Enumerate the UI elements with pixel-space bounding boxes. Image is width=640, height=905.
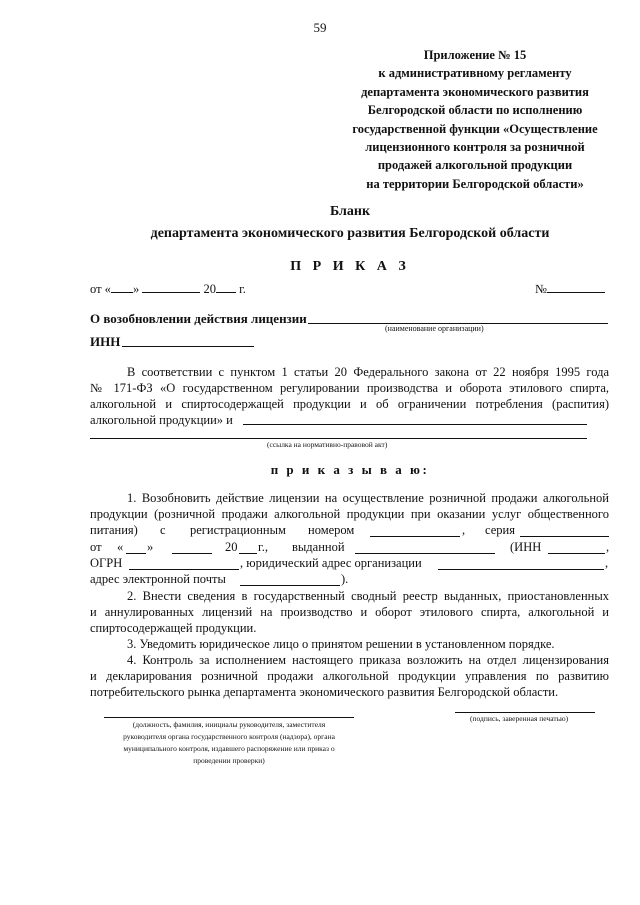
official-signature-line[interactable]: [104, 717, 354, 718]
ogrn-field[interactable]: [129, 569, 239, 570]
official-hint: [104, 719, 354, 767]
issue-year-field[interactable]: [239, 553, 257, 554]
item1-word: номером: [308, 523, 355, 537]
legal-act-field-2[interactable]: [90, 438, 587, 439]
item1-word: ).: [341, 572, 349, 586]
inn-field-2[interactable]: [548, 553, 605, 554]
item1-word: ,: [606, 540, 610, 554]
item1-word: ,: [605, 556, 609, 570]
inn-label: ИНН: [90, 334, 121, 349]
item1-word: «: [117, 540, 124, 554]
department-title: департамента экономического развития Белгородской области: [150, 226, 550, 241]
item1-word: от: [90, 540, 102, 554]
stamp-signature-line[interactable]: [455, 712, 595, 713]
official-hint-line: проведении проверки): [193, 756, 265, 765]
date-prefix: от «: [90, 282, 111, 296]
year-suffix: г.: [239, 282, 246, 296]
issue-month-field[interactable]: [172, 553, 212, 554]
signature-hint: (подпись, заверенная печатью): [470, 714, 569, 723]
appendix-line: департамента экономического развития: [361, 84, 589, 99]
appendix-line: лицензионного контроля за розничной: [365, 140, 585, 155]
issue-day-field[interactable]: [126, 553, 146, 554]
number-field[interactable]: [547, 280, 605, 293]
subject-line: [90, 311, 307, 327]
item1-word: ОГРН: [90, 556, 123, 570]
item2-line: спиртосодержащей продукции.: [90, 621, 257, 635]
item1-word: , юридический адрес организации: [240, 556, 422, 570]
appendix-line: на территории Белгородской области»: [366, 176, 584, 191]
item2-line: и аннулированных лицензий на производство и оборот этилового спирта, алкогольной и: [90, 605, 609, 619]
item1-word: с: [160, 523, 166, 537]
number-label: №: [535, 282, 547, 296]
year-prefix: 20: [203, 282, 216, 296]
item1-word: »: [147, 540, 154, 554]
item1-word: 20: [225, 540, 238, 554]
item1-word: питания): [90, 523, 138, 537]
official-hint-line: руководителя органа государственного контроля (надзора), органа: [123, 732, 335, 741]
item1-word: серия: [485, 523, 515, 537]
series-field[interactable]: [520, 536, 609, 537]
organization-hint: (наименование организации): [385, 324, 484, 333]
item4-line: потребительского рынка департамента экономического развития Белгородской области.: [90, 685, 559, 699]
preamble-line: № 171-ФЗ «О государственном регулировании производства и оборота этилового спирта,: [90, 381, 609, 395]
issued-by-field[interactable]: [355, 553, 495, 554]
appendix-line: Белгородской области по исполнению: [367, 103, 583, 118]
item1-line: продукции (розничной продажи алкогольной продукции при оказании услуг общественного: [90, 507, 609, 521]
registration-number-field[interactable]: [370, 536, 460, 537]
preamble-line: В соответствии с пунктом 1 статьи 20 Федерального закона от 22 ноября 1995 года: [127, 365, 609, 379]
legal-act-field-1[interactable]: [243, 424, 587, 425]
order-word: п р и к а з ы в а ю:: [270, 462, 430, 477]
document-type-title: П Р И К А З: [290, 259, 410, 274]
month-field[interactable]: [142, 280, 200, 293]
appendix-block: [340, 46, 610, 193]
subject-label: О возобновлении действия лицензии: [90, 311, 307, 326]
day-field[interactable]: [111, 280, 133, 293]
item1-word: г.,: [258, 540, 268, 554]
item1-word: адрес электронной почты: [90, 572, 226, 586]
appendix-line: государственной функции «Осуществление: [352, 121, 598, 136]
legal-act-hint: (ссылка на нормативно-правовой акт): [267, 440, 388, 449]
inn-field[interactable]: [122, 346, 254, 347]
number-line: [535, 280, 605, 297]
item1-word: ,: [462, 523, 466, 537]
appendix-line: к административному регламенту: [378, 66, 572, 81]
year-field[interactable]: [216, 280, 236, 293]
item4-line: и декларирования розничной продажи алкогольной продукции управления по развитию: [90, 669, 609, 683]
official-hint-line: (должность, фамилия, инициалы руководителя, заместителя: [132, 720, 326, 729]
item1-word: выданной: [292, 540, 345, 554]
date-line: [90, 280, 246, 297]
date-quote-close: »: [132, 282, 140, 296]
page-number: 59: [313, 20, 327, 35]
legal-address-field[interactable]: [438, 569, 604, 570]
item3-line: 3. Уведомить юридическое лицо о принятом решении в установленном порядке.: [127, 637, 555, 651]
appendix-line: продажей алкогольной продукции: [377, 158, 573, 173]
blank-title: Бланк: [329, 204, 371, 219]
preamble-line: алкогольной и спиртосодержащей продукции и об ограничении потребления (распития): [90, 397, 609, 411]
item4-line: 4. Контроль за исполнением настоящего приказа возложить на отдел лицензирования: [127, 653, 609, 667]
official-hint-line: муниципального контроля, издавшего распоряжение или приказ о: [123, 744, 335, 753]
item1-line: 1. Возобновить действие лицензии на осуществление розничной продажи алкогольной: [127, 491, 609, 505]
item1-word: регистрационным: [190, 523, 286, 537]
email-field[interactable]: [240, 585, 340, 586]
preamble-line: алкогольной продукции» и: [90, 413, 233, 427]
appendix-line: Приложение № 15: [423, 48, 527, 62]
item1-word: (ИНН: [510, 540, 542, 554]
item2-line: 2. Внести сведения в государственный сводный реестр выданных, приостановленных: [127, 589, 609, 603]
